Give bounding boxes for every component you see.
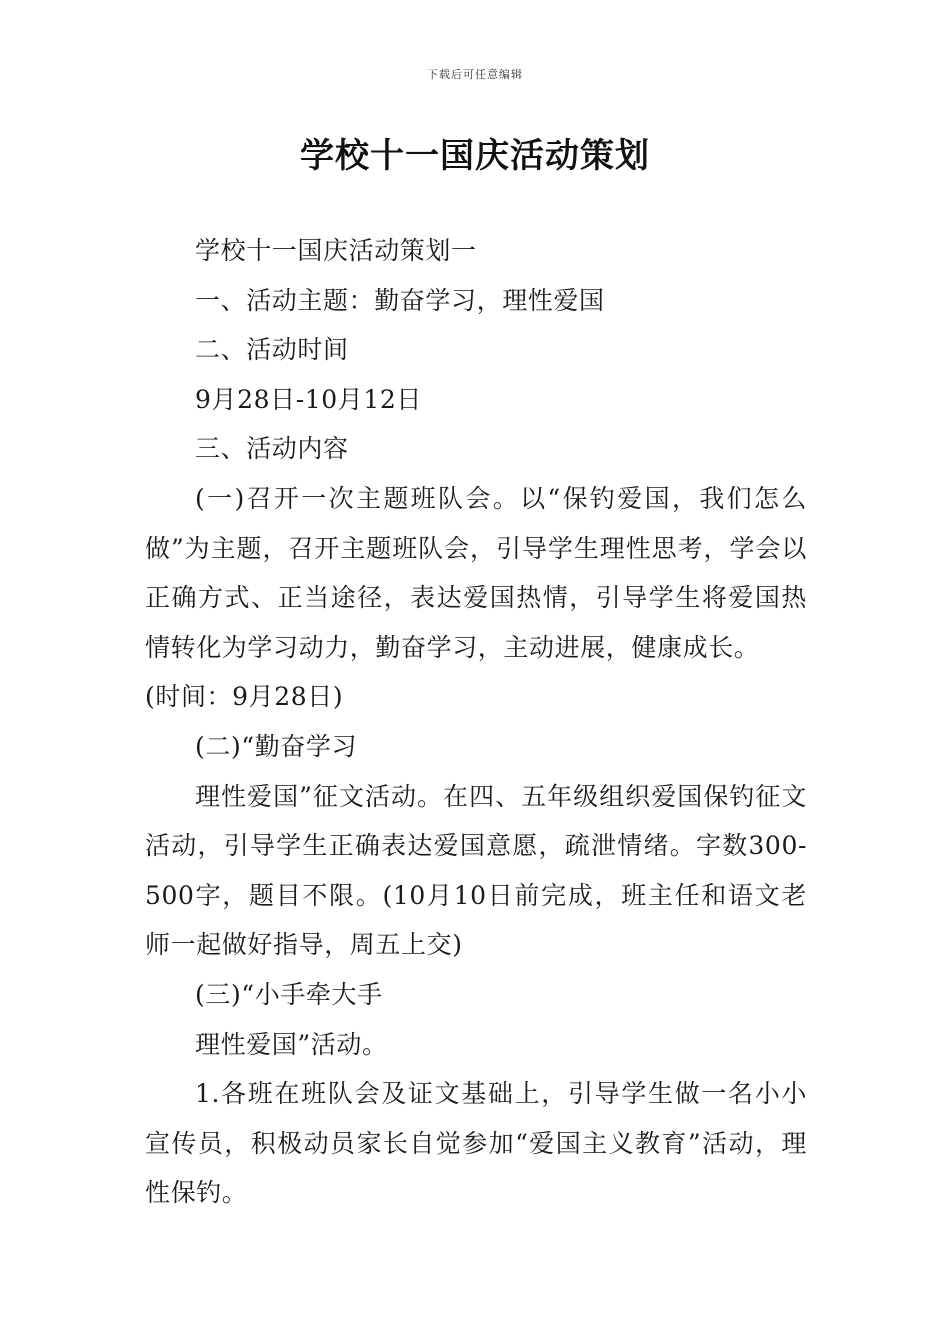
- paragraph-time-heading: 二、活动时间: [195, 335, 349, 365]
- paragraph-content-heading: 三、活动内容: [195, 434, 349, 464]
- paragraph-theme: 一、活动主题：勤奋学习，理性爱国: [195, 285, 605, 315]
- paragraph-time-range: 9月28日-10月12日: [195, 384, 422, 414]
- paragraph-item-2-body: 理性爱国”征文活动。在四、五年级组织爱国保钓征文活动，引导学生正确表达爱国意愿，疏泄情绪。字数300-500字，题目不限。(10月10日前完成，班主任和语文老师一起做好指导，周五上交): [145, 781, 807, 960]
- document-body: [145, 226, 807, 1218]
- paragraph-item-3-body: 理性爱国”活动。: [195, 1029, 388, 1059]
- paragraph-subtitle: 学校十一国庆活动策划一: [195, 236, 477, 265]
- paragraph-item-3-point-1: 1.各班在班队会及证文基础上，引导学生做一名小小宣传员，积极动员家长自觉参加“爱国主义教育”活动，理性保钓。: [145, 1079, 807, 1208]
- paragraph-item-2-title: (二)“勤奋学习: [195, 731, 358, 761]
- header-note: 下载后可任意编辑: [427, 68, 523, 81]
- paragraph-item-1: (一)召开一次主题班队会。以“保钓爱国，我们怎么做”为主题，召开主题班队会，引导学生理性思考，学会以正确方式、正当途径，表达爱国热情，引导学生将爱国热情转化为学习动力，勤奋学习，主动进展，健康成长。: [145, 483, 807, 662]
- paragraph-item-3-title: (三)“小手牵大手: [195, 979, 383, 1009]
- paragraph-item-1-time: (时间：9月28日): [145, 682, 344, 712]
- document-title: 学校十一国庆活动策划: [300, 136, 650, 176]
